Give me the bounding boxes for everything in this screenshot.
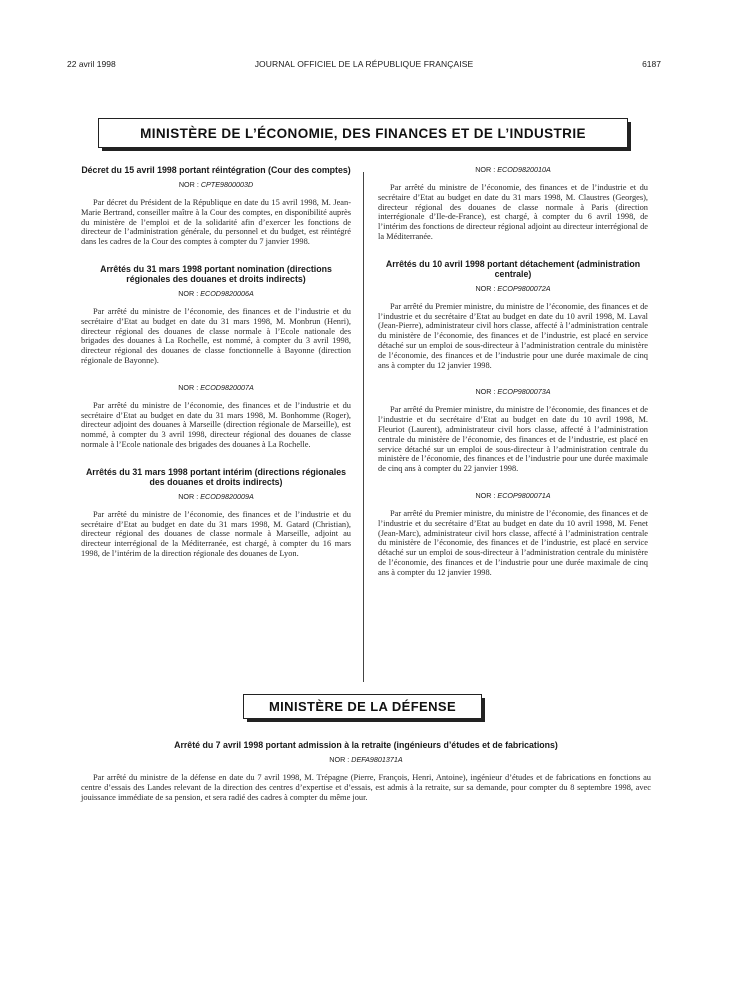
section-title: Arrêtés du 31 mars 1998 portant nomination (directions régionales des douanes et droits indirects) — [100, 263, 332, 284]
nor-prefix: NOR : — [178, 288, 199, 298]
section-title: Arrêté du 7 avril 1998 portant admission à la retraite (ingénieurs d’études et de fabrications) — [174, 740, 558, 750]
nor-reference — [378, 165, 648, 174]
decret-reintegration — [81, 165, 351, 247]
right-column — [378, 165, 648, 578]
nor-code: ECOP9800072A — [497, 283, 551, 293]
nor-code: ECOP9800073A — [497, 387, 551, 397]
nor-code: ECOD9820009A — [200, 491, 254, 501]
nor-prefix: NOR : — [329, 755, 350, 764]
nor-reference — [81, 289, 351, 298]
header-journal-title: JOURNAL OFFICIEL DE LA RÉPUBLIQUE FRANÇAISE — [254, 59, 474, 69]
body-paragraph: Par arrêté du ministre de l’économie, des finances et de l’industrie et du secrétaire d’Etat au budget en date du 31 mars 1998, M. Monbrun (Henri), directeur régional des douanes de classe normale à l’Ecole nationale des brigades des douanes à La Rochelle, est nommé, à compter du 3 avril 1998, directeur régional des douanes de classe fonctionnelle à Bayonne (direction régionale de Bayonne). — [81, 306, 351, 365]
section-title: Décret du 15 avril 1998 portant réintégration (Cour des comptes) — [81, 165, 351, 175]
body-paragraph: Par arrêté du Premier ministre, du ministre de l’économie, des finances et de l’industrie et du secrétaire d’Etat au budget en date du 10 avril 1998, M. Fenet (Jean-Marc), administrateur civil hors classe, affecté à l’administration centrale du ministère de l’économie, des finances et de l’industrie, est placé en service détaché sur un emploi de sous-directeur à l’administration centrale du ministère de l’économie, des finances et de l’industrie pour une durée maximale de cinq ans à compter du 12 janvier 1998. — [378, 508, 648, 577]
body-paragraph: Par arrêté du ministre de l’économie, des finances et de l’industrie et du secrétaire d’Etat au budget en date du 31 mars 1998, M. Bonhomme (Roger), directeur adjoint des douanes à Marseille (direction régionale de Marseille), est nommé, à compter du 3 avril 1998, directeur régional des douanes de classe normale à l’Ecole nationale des brigades des douanes à La Rochelle. — [81, 400, 351, 449]
ministry-heading-text: MINISTÈRE DE L’ÉCONOMIE, DES FINANCES ET DE L’INDUSTRIE — [140, 125, 586, 141]
arretes-interim — [81, 467, 351, 559]
nor-prefix: NOR : — [475, 283, 496, 293]
body-paragraph: Par arrêté du ministre de l’économie, des finances et de l’industrie et du secrétaire d’Etat au budget en date du 31 mars 1998, M. Gatard (Christian), directeur régional des douanes de classe normale à Marseille, adjoint au directeur interrégional de la Méditerranée, est chargé, à compter du 16 mars 1998, de l’intérim de la direction régionale des douanes de Lyon. — [81, 509, 351, 558]
nor-reference — [81, 383, 351, 392]
nor-code: CPTE9800003D — [200, 180, 254, 189]
nor-prefix: NOR : — [475, 165, 496, 174]
nor-code: ECOD9820006A — [200, 288, 254, 298]
nor-reference — [81, 180, 351, 189]
nor-prefix: NOR : — [178, 491, 199, 501]
nor-code: DEFA9801371A — [351, 755, 403, 764]
nor-prefix: NOR : — [178, 382, 199, 392]
body-paragraph: Par arrêté du ministre de l’économie, des finances et de l’industrie et du secrétaire d’Etat au budget en date du 31 mars 1998, M. Claustres (Georges), directeur régional des douanes de classe normale à Paris (direction interrégionale d’Ile-de-France), est chargé, à compter du 6 avril 1998, de l’intérim des fonctions de directeur régional adjoint au directeur interrégional de la Méditerranée. — [378, 183, 648, 241]
column-divider — [363, 172, 364, 682]
body-paragraph: Par décret du Président de la République en date du 15 avril 1998, M. Jean-Marie Bertrand, conseiller maître à la Cour des comptes, en disponibilité auprès du ministère de l’emploi et de la solidarité afin d’exercer les fonctions de directeur de l’administration générale, du personnel et du budget, est réintégré dans les cadres de la Cour des comptes à compter du 7 janvier 1998. — [81, 198, 351, 247]
nor-prefix: NOR : — [475, 490, 496, 500]
ministry-heading-economie — [98, 118, 628, 148]
body-paragraph: Par arrêté du Premier ministre, du ministre de l’économie, des finances et de l’industrie et du secrétaire d’Etat au budget en date du 10 avril 1998, M. Laval (Jean-Pierre), administrateur civil hors classe, affecté à l’administration centrale du ministère de l’économie, des finances et de l’industrie, est placé en service détaché sur un emploi de sous-directeur à l’administration centrale du ministère de l’économie, des finances et de l’industrie pour une durée maximale de cinq ans à compter du 12 janvier 1998. — [378, 301, 648, 370]
nor-prefix: NOR : — [475, 387, 496, 397]
nor-reference — [378, 387, 648, 396]
ministry-heading-text: MINISTÈRE DE LA DÉFENSE — [268, 699, 457, 714]
arrete-interim-claustres — [378, 165, 648, 242]
arretes-detachement — [378, 259, 648, 578]
nor-code: ECOP9800071A — [497, 490, 551, 500]
nor-prefix: NOR : — [178, 180, 199, 189]
nor-reference — [81, 755, 651, 764]
arrete-retraite — [81, 740, 651, 802]
nor-code: ECOD9820007A — [200, 382, 254, 392]
section-title: Arrêtés du 10 avril 1998 portant détachement (administration centrale) — [385, 258, 641, 279]
arretes-nomination — [81, 264, 351, 450]
ministry-heading-defense — [243, 694, 482, 719]
nor-reference — [378, 491, 648, 500]
header-date: 22 avril 1998 — [67, 59, 116, 69]
body-paragraph: Par arrêté du ministre de la défense en date du 7 avril 1998, M. Trépagne (Pierre, François, Henri, Antoine), ingénieur d’études et de fabrications en fonctions au centre d’essais des Landes relevant de la direction des centres d’expertise et d’essais, est admis à la retraite, sur sa demande, pour compter du 8 septembre 1998, avec jouissance immédiate de sa pension, et sera radié des cadres à compter du même jour. — [81, 773, 651, 802]
page-header — [67, 58, 661, 70]
body-paragraph: Par arrêté du Premier ministre, du ministre de l’économie, des finances et de l’industrie et du secrétaire d’Etat au budget en date du 10 avril 1998, M. Fleuriot (Laurent), administrateur civil hors classe, affecté à l’administration centrale du ministère de l’économie, des finances et de l’industrie, est placé en service détaché sur un emploi de sous-directeur à l’administration centrale du ministère de l’économie, des finances et de l’industrie pour une durée maximale de cinq ans à compter du 22 janvier 1998. — [378, 405, 648, 474]
header-page-number: 6187 — [642, 59, 661, 69]
section-title: Arrêtés du 31 mars 1998 portant intérim (directions régionales des douanes et droits indirects) — [85, 466, 347, 487]
nor-code: ECOD9820010A — [497, 165, 551, 174]
nor-reference — [378, 284, 648, 293]
left-column — [81, 165, 351, 559]
nor-reference — [81, 492, 351, 501]
